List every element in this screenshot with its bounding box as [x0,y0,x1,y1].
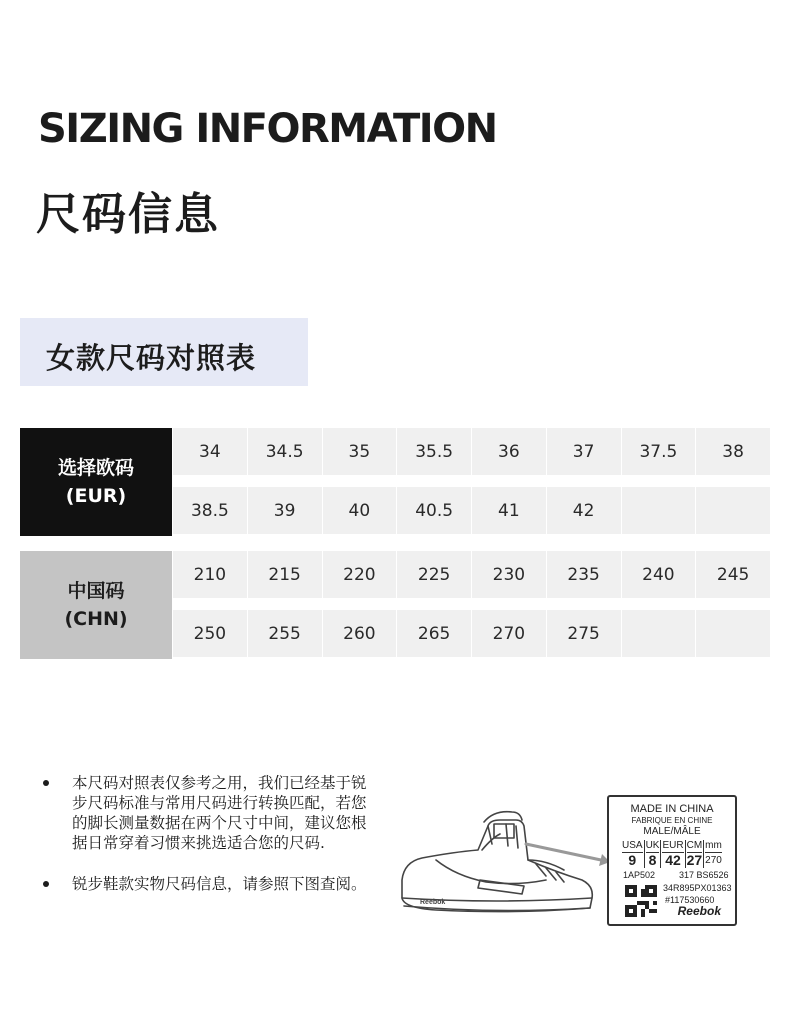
label-size-header: EUR [662,840,684,851]
label-size-column [661,840,685,868]
label-size-grid [621,840,723,868]
chn-row-1 [173,551,770,598]
label-fabrique: FABRIQUE EN CHINE [631,816,713,825]
size-cell-empty [696,610,770,657]
label-made-in: MADE IN CHINA [630,803,714,815]
size-cell: 245 [716,564,750,585]
size-cell: 270 [472,610,547,657]
bullet-icon [43,780,49,786]
eur-label-code: (EUR) [65,485,127,507]
note-item [40,874,370,894]
eur-size-table [20,428,770,536]
size-chart-heading-text: 女款尺码对照表 [46,341,257,375]
label-brand: Reebok [677,904,721,918]
size-cell: 260 [323,610,398,657]
qr-code-icon [625,885,657,917]
size-chart-heading [20,318,308,386]
size-cell: 240 [622,551,697,598]
label-size-header: USA [622,840,643,851]
size-cell: 42 [547,487,622,534]
label-size-column [621,840,645,868]
chn-row-2 [173,610,770,657]
label-size-value: 9 [628,852,637,868]
size-cell: 215 [248,551,323,598]
size-cell: 39 [248,487,323,534]
size-cell: 230 [472,551,547,598]
size-cell: 220 [323,551,398,598]
label-code: #117530660 [665,895,715,905]
size-cell: 225 [397,551,472,598]
size-cell: 37.5 [622,428,697,475]
note-text: 本尺码对照表仅参考之用，我们已经基于锐步尺码标准与常用尺码进行转换匹配，若您的脚长测量数据在两个尺寸中间，建议您根据日常穿着习惯来挑选适合您的尺码. [72,774,367,852]
bullet-icon [43,881,49,887]
page-title-chinese: 尺码信息 [36,189,220,240]
size-cell-empty [622,487,697,534]
size-cell: 40 [323,487,398,534]
eur-row-1 [173,428,770,475]
label-size-value: 270 [705,855,722,866]
eur-label [20,428,172,536]
label-size-header: UK [645,840,660,851]
sizing-notes [40,773,370,894]
label-size-value: 27 [686,852,703,868]
label-code: 1AP502 [623,870,656,880]
chn-size-table [20,551,770,659]
eur-label-text: 选择欧码 [57,457,134,479]
label-code: 34R895PX01363 [663,883,732,893]
size-cell: 235 [547,551,622,598]
size-cell: 35 [323,428,398,475]
label-size-value: 42 [665,852,681,868]
size-cell: 41 [472,487,547,534]
page-title-english: SIZING INFORMATION [38,106,497,152]
size-cell: 275 [547,610,622,657]
label-size-column [704,840,723,868]
size-cell: 255 [248,610,323,657]
size-cell: 37 [547,428,622,475]
size-cell: 40.5 [397,487,472,534]
chn-label [20,551,172,659]
size-cell: 265 [397,610,472,657]
size-cell: 38 [722,441,744,462]
size-cell-empty [622,610,697,657]
chn-label-code: (CHN) [64,608,128,630]
size-cell: 34 [173,428,248,475]
size-cell: 35.5 [397,428,472,475]
label-size-column [686,840,705,868]
size-cell: 210 [173,551,248,598]
label-size-header: mm [705,840,722,851]
size-cell: 250 [173,610,248,657]
label-size-value: 8 [648,852,657,868]
note-text: 锐步鞋款实物尺码信息，请参照下图查阅。 [72,875,367,893]
chn-label-text: 中国码 [67,580,125,602]
shoe-size-label [607,795,737,926]
size-cell: 34.5 [248,428,323,475]
size-cell: 38.5 [173,487,248,534]
label-code: 317 BS6526 [679,870,729,880]
label-size-header: CM [686,840,703,851]
size-cell: 36 [472,428,547,475]
shoe-brand-text: Reebok [420,899,446,906]
size-cell-empty [696,487,770,534]
label-gender: MALE/MÂLE [643,826,701,837]
note-item [40,773,370,853]
eur-row-2 [173,487,770,534]
label-size-column [645,840,662,868]
